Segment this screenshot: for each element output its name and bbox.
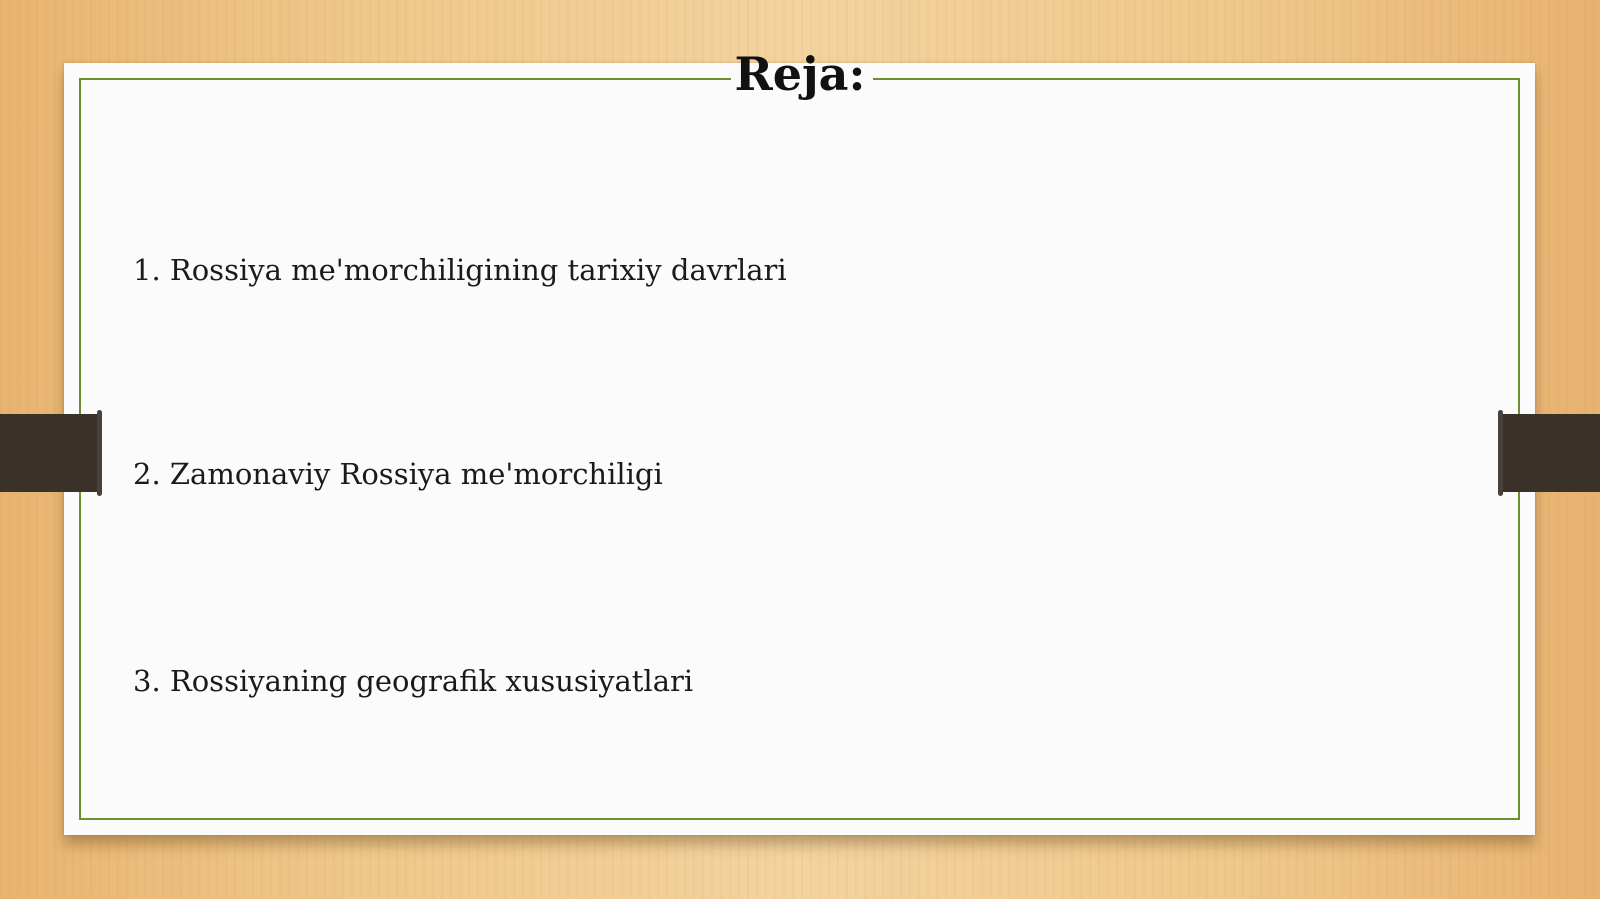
right-binder-tab: [1500, 414, 1600, 492]
left-binder-tab: [0, 414, 100, 492]
plan-item-2: 2. Zamonaviy Rossiya me'morchiligi: [133, 457, 663, 491]
inner-frame-border: [79, 78, 1520, 820]
plan-item-3: 3. Rossiyaning geografik xususiyatlari: [133, 664, 694, 698]
slide-title: Reja:: [734, 47, 866, 101]
plan-item-1: 1. Rossiya me'morchiligining tarixiy davrlari: [133, 253, 787, 287]
slide-card: [64, 63, 1535, 835]
